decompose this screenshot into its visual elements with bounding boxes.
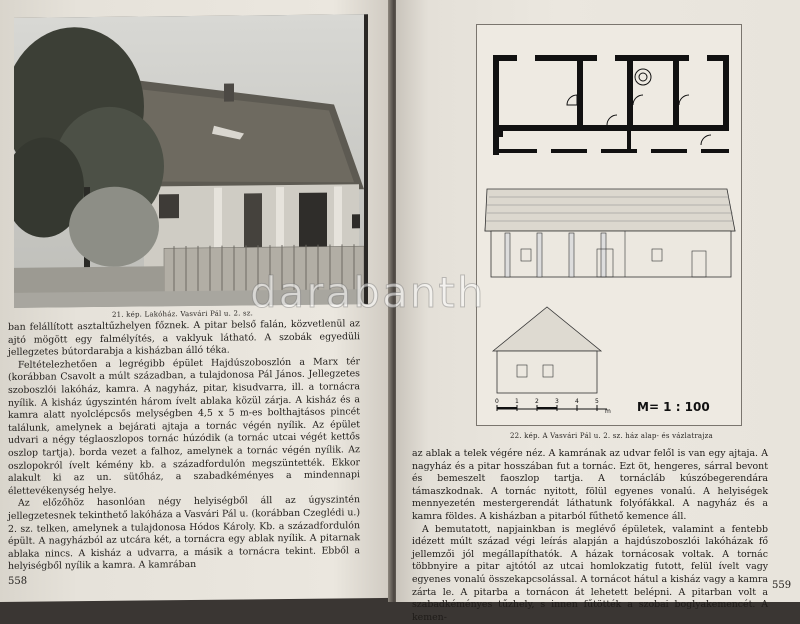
page-number-right: 559 <box>772 580 792 591</box>
scale-label: M= 1 : 100 <box>637 400 710 414</box>
right-body-text <box>412 448 768 624</box>
scale-tick: 0 <box>495 398 499 405</box>
house-photo <box>14 14 368 308</box>
figure-caption: 22. kép. A Vasvári Pál u. 2. sz. ház alap- és vázlatrajza <box>510 432 713 440</box>
house-photo-drawing <box>14 14 368 308</box>
scale-unit: m <box>605 408 611 415</box>
photo-caption: 21. kép. Lakóház. Vasvári Pál u. 2. sz. <box>112 309 254 319</box>
scale-tick: 5 <box>595 398 599 405</box>
paragraph: Az előzőhöz hasonlóan négy helyiségből áll az úgyszintén jellegzetesnek tekinthető lakóháza a Vasvári Pál u. (korábban Czeglédi u.) 2. sz. telken, amelynek a tulajdonosa Hódos Károly. Kb. a századfordulón épült. A nagyházból az utcára két, a tornácra egy ablak nyílik. A pitarnak ablaka nincs. A kisház a udvarra, a másik a tornácra tekint. Ebből a helyiségből nyílik a kamra. A kamrában <box>8 494 360 573</box>
paragraph: ban felállított asztaltűzhelyen főznek. A pitar belső falán, közvetlenül az ajtó mögött egy falmélyítés, a vaklyuk látható. A szobák egyedüli jellegzetes bútordarabja a kisházban álló téka. <box>8 318 360 359</box>
scale-tick: 3 <box>555 398 559 405</box>
paragraph: az ablak a telek végére néz. A kamrának az udvar felől is van egy ajtaja. A nagyház és a pitar hosszában fut a tornác. Ezt öt, hengeres, sárral bevont és bemeszelt faoszlop tartja. A tornácláb kúszóbegerendára támaszkodnak. A tornác nyitott, fölül egyenes vonalú. A helyiségek mennyezetén mestergerendát láthatunk folyófákkal. A nagyház és a kamra földes. A kisházban a pitarból fűthető kemence áll. <box>412 448 768 522</box>
scale-tick: 4 <box>575 398 579 405</box>
watermark: darabanth <box>250 268 486 317</box>
left-body-text <box>8 318 360 574</box>
paragraph: A bemutatott, napjainkban is meglévő épületek, valamint a fentebb idézett múlt század végi leírás alapján a hajdúszoboszlói lakóházak fő jellemzői jól megállapíthatók. A házak tornácosak voltak. A tornác többnyire a pitar ajtótól az utcai homlokzatig futott, felül ívelt vagy egyenes vonalú összekapcsolással. A tornácot hátul a kisház vagy a kamra zárta le. A pitarba a tornácon át lehetett belépni. A pitarban volt a szabadkéményes tűzhely, s innen fűtötték a szobai boglyakemencét. A kemen- <box>412 523 768 623</box>
page-number-left: 558 <box>8 575 28 587</box>
paragraph: Feltételezhetően a legrégibb épület Hajdúszoboszlón a Marx tér (korábban Csavolt a múlt században, a tulajdonosa Pál János. Jellegzetes szoboszlói lakóház, kamra. A nagyház, pitar, kisudvarra, ill. a tornácra nyílik. A kisház úgyszintén három ívelt ablaka közül zárja. A kisház és a kamra alatt nyolclépcsős melységben 4,5 x 5 m-es bolthajtásos pincét találunk, amelynek a bejárati ajtaja a tornác végén nyílik. Az épület udvari a négy téglaoszlopos tornác húzódik (a tornác utcai végét kettős oszlop tartja). borda vezet a falhoz, amelynek a tornác végén nyílik. Az oszlopokról ívelt kémény kb. a századfordulón megszüntették. Ekkor alakult ki az un. sütőház, a szabadkéményes a mindennapi élettevékenység helye. <box>8 356 360 497</box>
scale-tick: 1 <box>515 398 519 405</box>
scale-tick: 2 <box>535 398 539 405</box>
floor-plan-figure <box>476 24 742 426</box>
floor-plan-drawing <box>477 25 741 425</box>
